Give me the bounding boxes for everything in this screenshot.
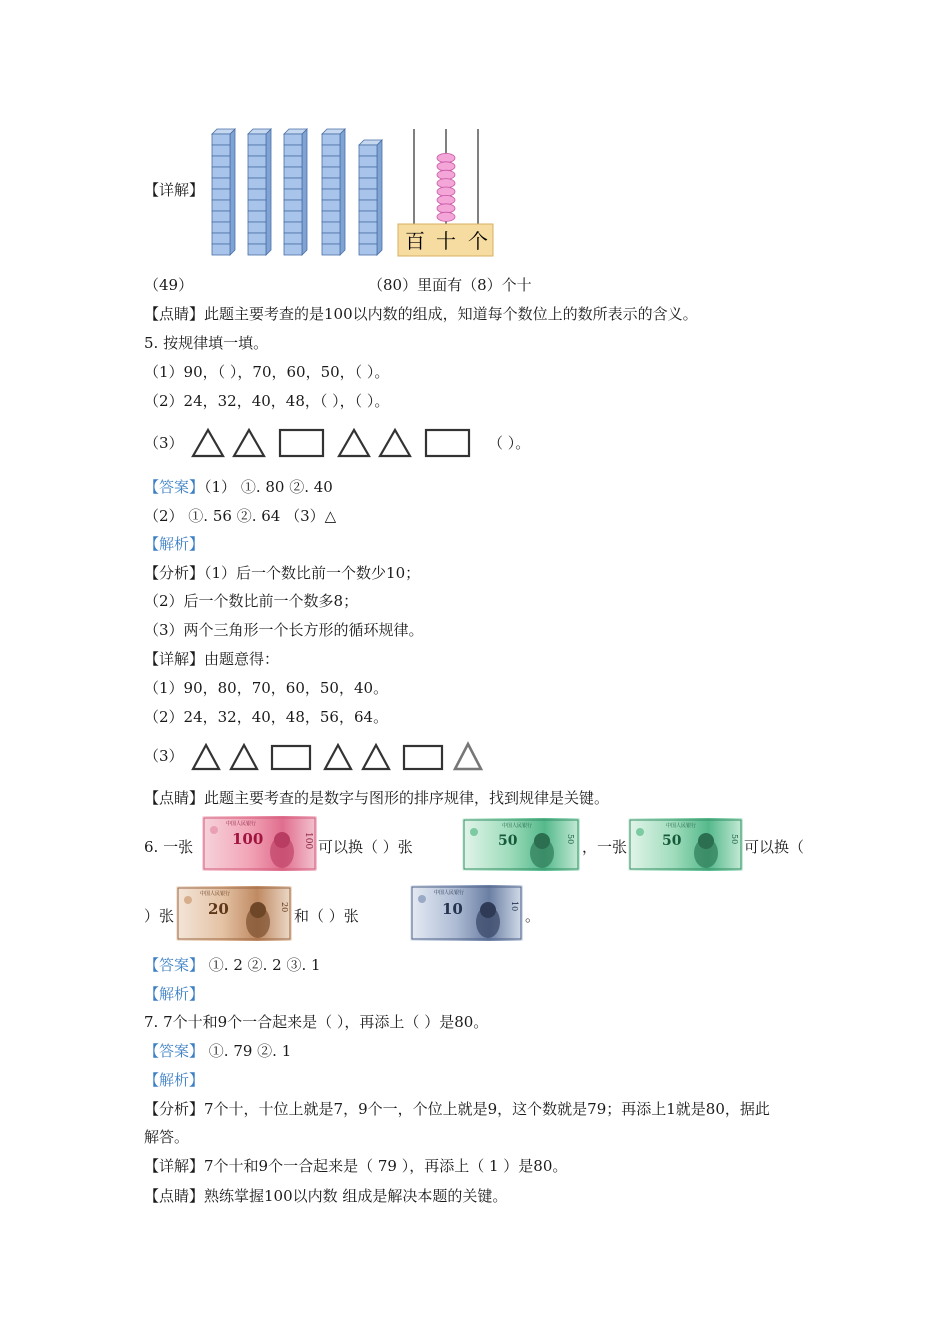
cube-unit: [248, 200, 266, 211]
cube-unit: [284, 167, 302, 178]
cube-unit: [359, 167, 377, 178]
cube-unit: [359, 200, 377, 211]
rectangle-shape: [272, 746, 310, 769]
abacus-label-hundreds: 百: [405, 229, 425, 253]
cube-unit: [212, 211, 230, 222]
cube-unit: [359, 244, 377, 255]
cube-unit: [248, 222, 266, 233]
cube-unit: [248, 211, 266, 222]
svg-text:中国人民银行: 中国人民银行: [502, 823, 533, 829]
cube-unit: [359, 211, 377, 222]
rectangle-shape: [404, 746, 442, 769]
cube-unit: [322, 189, 340, 200]
q6-t5: ）张: [144, 907, 175, 925]
cube-column-side: [377, 140, 382, 255]
svg-text:100: 100: [303, 832, 313, 850]
cube-unit: [212, 134, 230, 145]
q5-answer-line1: [144, 477, 333, 497]
abacus-bead: [437, 212, 455, 221]
q7-detail: 【详解】7个十和9个一合起来是（ 79 ），再添上（ 1 ）是80。: [144, 1157, 568, 1175]
svg-text:50: 50: [662, 833, 682, 849]
cube-unit: [359, 156, 377, 167]
abacus-bead: [437, 179, 455, 188]
q5-line2: （2）24，32，40，48，（ ），（ ）。: [144, 392, 390, 410]
cube-unit: [212, 200, 230, 211]
answer-text: ①. 79 ②. 1: [204, 1042, 292, 1060]
cube-unit: [284, 200, 302, 211]
q6-t6: 和（ ）张: [294, 907, 359, 925]
q6-t4: 可以换（: [744, 838, 805, 856]
q7-title: 7. 7个十和9个一合起来是（ ），再添上（ ）是80。: [144, 1013, 489, 1031]
svg-text:中国人民银行: 中国人民银行: [434, 890, 465, 896]
svg-text:中国人民银行: 中国人民银行: [666, 823, 697, 829]
q5-fenxi3: （3）两个三角形一个长方形的循环规律。: [144, 621, 424, 639]
analysis-tag: 【解析】: [144, 535, 205, 553]
cube-unit: [248, 233, 266, 244]
svg-text:中国人民银行: 中国人民银行: [226, 821, 257, 827]
cube-unit: [248, 145, 266, 156]
svg-text:20: 20: [280, 902, 289, 913]
analysis-tag: 【解析】: [144, 985, 205, 1003]
cube-unit: [322, 211, 340, 222]
cube-unit: [212, 233, 230, 244]
svg-text:20: 20: [208, 900, 229, 918]
banknote-50-second: [628, 818, 743, 871]
abacus-label-ones: 个: [468, 229, 488, 253]
banknote-100: [202, 816, 317, 871]
cube-unit: [284, 178, 302, 189]
cube-unit: [248, 167, 266, 178]
cube-column-side: [230, 129, 235, 255]
q5-line3-prefix: （3）: [144, 434, 184, 452]
q5-detail: 【详解】由题意得：: [144, 650, 280, 668]
abacus-bead: [437, 195, 455, 204]
abacus-bead: [437, 153, 455, 162]
under-left: （49）: [144, 276, 194, 294]
cube-unit: [359, 145, 377, 156]
cube-unit: [212, 156, 230, 167]
q7-answer-line: [144, 1041, 291, 1061]
cube-unit: [322, 145, 340, 156]
svg-text:50: 50: [566, 834, 575, 845]
cube-column-side: [340, 129, 345, 255]
triangle-shape: [193, 745, 219, 769]
triangle-shape: [455, 744, 481, 769]
cube-unit: [248, 189, 266, 200]
abacus-label-tens: 十: [436, 229, 456, 253]
cube-unit: [284, 222, 302, 233]
rectangle-shape: [426, 430, 469, 456]
banknote-50: [462, 818, 580, 871]
abacus: [396, 125, 496, 260]
cube-unit: [284, 156, 302, 167]
banknote-10: [410, 885, 523, 941]
answer-text: ①. 2 ②. 2 ③. 1: [204, 956, 321, 974]
q6-answer-line: [144, 955, 321, 975]
cube-column-side: [302, 129, 307, 255]
cube-unit: [248, 134, 266, 145]
cube-column-side: [266, 129, 271, 255]
under-right: （80）里面有（8）个十: [368, 276, 532, 294]
cube-unit: [212, 167, 230, 178]
q7-fenxi2: 解答。: [144, 1128, 190, 1146]
q7-point: 【点睛】熟练掌握100以内数 组成是解决本题的关键。: [144, 1187, 508, 1205]
cube-unit: [322, 200, 340, 211]
q5-answer-line2: （2） ①. 56 ②. 64 （3）△: [144, 507, 337, 525]
svg-text:50: 50: [730, 834, 739, 845]
cube-unit: [284, 233, 302, 244]
rectangle-shape: [280, 430, 323, 456]
triangle-shape: [231, 745, 257, 769]
cube-unit: [212, 222, 230, 233]
abacus-bead: [437, 204, 455, 213]
cube-unit: [359, 233, 377, 244]
cube-unit: [284, 134, 302, 145]
answer-tag: 【答案】: [144, 956, 205, 974]
cube-unit: [212, 244, 230, 255]
q7-fenxi1: 【分析】7个十，十位上就是7，9个一，个位上就是9，这个数就是79；再添上1就是80，据此: [144, 1100, 770, 1118]
cube-unit: [322, 244, 340, 255]
abacus-bead: [437, 162, 455, 171]
q5-detail3-prefix: （3）: [144, 747, 184, 765]
tens-cube-columns: [208, 115, 384, 260]
q5-line3-suffix: （ ）。: [488, 434, 531, 452]
svg-text:100: 100: [232, 830, 264, 848]
q6-t2: 可以换（ ）张: [318, 838, 413, 856]
abacus-bead: [437, 187, 455, 196]
triangle-shape: [339, 430, 369, 456]
cube-unit: [248, 178, 266, 189]
q5-line1: （1）90，（ ），70，60，50，（ ）。: [144, 363, 390, 381]
cube-unit: [359, 189, 377, 200]
cube-unit: [284, 211, 302, 222]
triangle-shape: [325, 745, 351, 769]
cube-unit: [322, 178, 340, 189]
triangle-shape: [363, 745, 389, 769]
cube-unit: [284, 145, 302, 156]
cube-unit: [248, 244, 266, 255]
svg-text:10: 10: [510, 901, 519, 912]
q5-detail2: （2）24，32，40，48，56，64。: [144, 708, 389, 726]
q6-t7: 。: [525, 907, 541, 925]
q5-title: 5. 按规律填一填。: [144, 334, 269, 352]
cube-unit: [212, 145, 230, 156]
q5-detail1: （1）90，80，70，60，50，40。: [144, 679, 389, 697]
cube-unit: [322, 167, 340, 178]
q5-fenxi1: 【分析】（1）后一个数比前一个数少10；: [144, 564, 421, 582]
cube-unit: [284, 189, 302, 200]
q4-point: 【点睛】此题主要考查的是100以内数的组成，知道每个数位上的数所表示的含义。: [144, 305, 698, 323]
cube-unit: [212, 189, 230, 200]
detail-tag: 【详解】: [144, 181, 205, 199]
cube-unit: [212, 178, 230, 189]
cube-unit: [248, 156, 266, 167]
q5-fenxi2: （2）后一个数比前一个数多8；: [144, 592, 359, 610]
q6-t1: 6. 一张: [144, 838, 194, 856]
q5-point: 【点睛】此题主要考查的是数字与图形的排序规律，找到规律是关键。: [144, 789, 610, 807]
answer-tag: 【答案】: [144, 478, 205, 496]
shape-pattern-answer: [190, 740, 490, 772]
q6-t3: ，一张: [582, 838, 628, 856]
cube-unit: [322, 222, 340, 233]
cube-unit: [322, 233, 340, 244]
answer-text: （1） ①. 80 ②. 40: [204, 478, 333, 496]
cube-unit: [359, 178, 377, 189]
triangle-shape: [234, 430, 264, 456]
svg-text:中国人民银行: 中国人民银行: [200, 891, 231, 897]
triangle-shape: [193, 430, 223, 456]
analysis-tag: 【解析】: [144, 1071, 205, 1089]
answer-tag: 【答案】: [144, 1042, 205, 1060]
svg-text:10: 10: [442, 900, 463, 918]
triangle-shape: [380, 430, 410, 456]
shape-pattern-question: [190, 426, 480, 458]
svg-text:50: 50: [498, 833, 518, 849]
cube-unit: [359, 222, 377, 233]
cube-unit: [284, 244, 302, 255]
banknote-20: [176, 886, 292, 941]
cube-unit: [322, 156, 340, 167]
abacus-bead: [437, 170, 455, 179]
cube-unit: [322, 134, 340, 145]
